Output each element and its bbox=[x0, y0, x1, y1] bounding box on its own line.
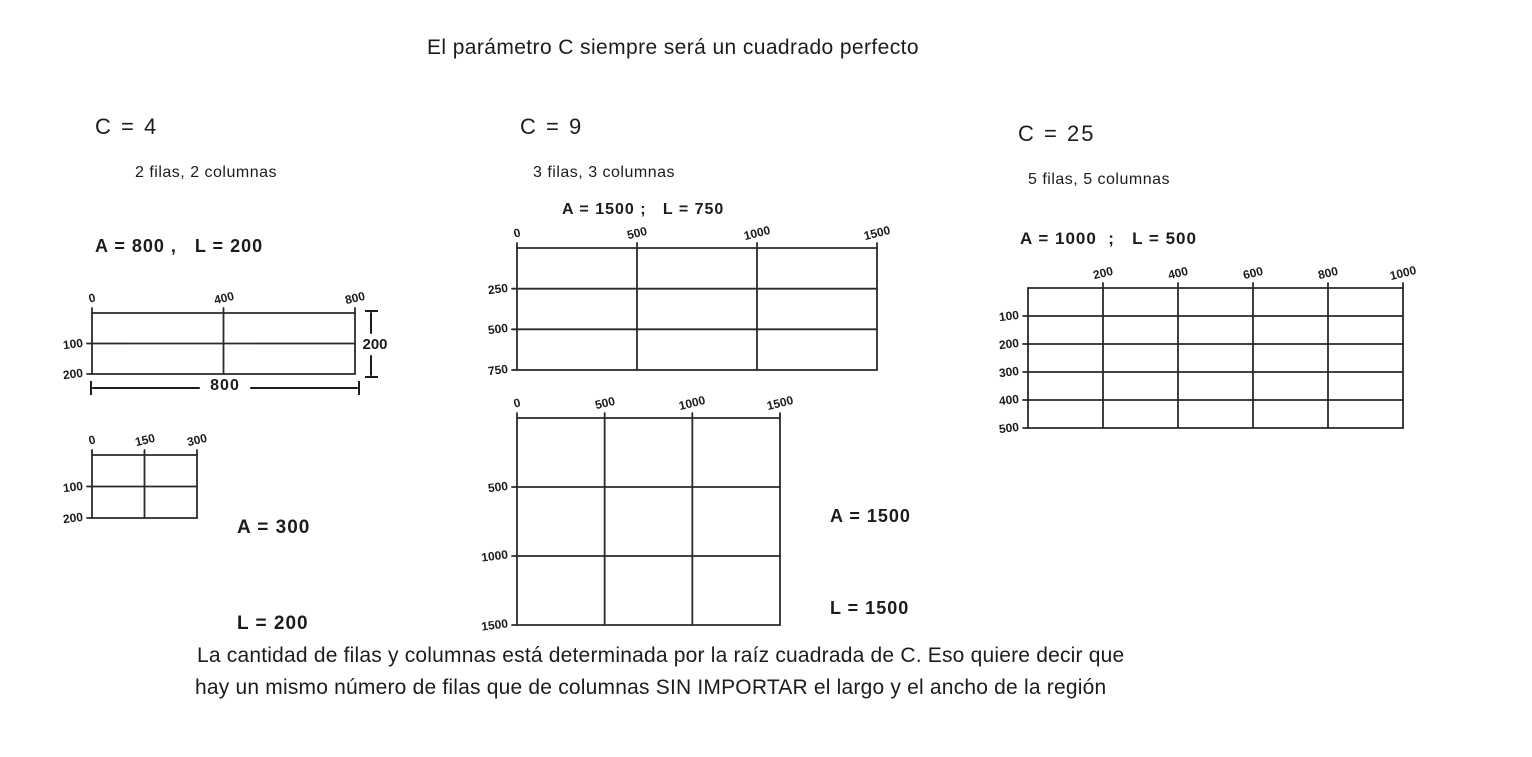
x-axis-label: 300 bbox=[185, 430, 209, 450]
section-c25-subheading: 5 filas, 5 columnas bbox=[1028, 171, 1171, 188]
section-c4-heading: C = 4 bbox=[95, 114, 159, 139]
y-axis-label: 100 bbox=[998, 307, 1020, 325]
y-axis-label: 200 bbox=[62, 365, 84, 383]
x-axis-label: 1500 bbox=[862, 222, 892, 244]
x-axis-label: 0 bbox=[87, 432, 97, 448]
x-axis-label: 1000 bbox=[1388, 262, 1418, 284]
y-axis-label: 1500 bbox=[480, 616, 509, 634]
grid-lines bbox=[509, 410, 788, 633]
x-axis-label: 1000 bbox=[677, 392, 707, 414]
y-axis-label: 400 bbox=[998, 391, 1020, 409]
x-axis-label: 0 bbox=[512, 395, 522, 411]
section-c9-subheading: 3 filas, 3 columnas bbox=[533, 164, 676, 181]
y-axis-label: 750 bbox=[487, 361, 509, 379]
grid-c9-square bbox=[480, 392, 795, 634]
width-dimension-c4 bbox=[90, 377, 360, 396]
grid-lines bbox=[84, 447, 205, 526]
grid-c4-main bbox=[62, 288, 367, 383]
x-axis-label: 200 bbox=[1091, 263, 1115, 283]
section-c4-subheading: 2 filas, 2 columnas bbox=[135, 164, 278, 181]
page-title: El parámetro C siempre será un cuadrado perfecto bbox=[427, 36, 919, 59]
dimension-line bbox=[370, 312, 372, 334]
x-axis-label: 400 bbox=[212, 288, 235, 308]
x-axis-label: 150 bbox=[133, 430, 156, 450]
y-axis-label: 300 bbox=[998, 363, 1020, 381]
section-c25-heading: C = 25 bbox=[1018, 121, 1096, 146]
grid-lines bbox=[84, 305, 363, 382]
footer-line-2: hay un mismo número de filas que de columnas SIN IMPORTAR el largo y el ancho de la región bbox=[195, 676, 1107, 699]
note-area-value: A = 300 bbox=[237, 516, 311, 538]
height-dimension-c4 bbox=[358, 310, 388, 378]
y-axis-label: 100 bbox=[62, 478, 84, 495]
dimension-line bbox=[250, 387, 358, 389]
y-axis-label: 100 bbox=[62, 335, 84, 352]
section-c9-heading: C = 9 bbox=[520, 114, 584, 139]
x-axis-label: 1500 bbox=[765, 392, 795, 414]
x-axis-label: 600 bbox=[1241, 263, 1265, 283]
y-axis-label: 250 bbox=[487, 280, 509, 297]
y-axis-label: 500 bbox=[487, 321, 509, 338]
note-length-value: L = 1500 bbox=[830, 597, 910, 618]
x-axis-label: 800 bbox=[343, 288, 367, 308]
x-axis-label: 1000 bbox=[742, 222, 772, 244]
y-axis-label: 200 bbox=[998, 335, 1020, 353]
grid-c4-small bbox=[62, 430, 209, 527]
dimension-line bbox=[92, 387, 200, 389]
x-axis-label: 0 bbox=[512, 225, 522, 241]
dimension-end-cap bbox=[358, 381, 360, 395]
footer-line-1: La cantidad de filas y columnas está determinada por la raíz cuadrada de C. Eso quiere decir que bbox=[197, 644, 1125, 667]
grid-c25-wide bbox=[998, 262, 1418, 437]
y-axis-label: 1000 bbox=[480, 547, 509, 565]
y-axis-label: 500 bbox=[998, 419, 1020, 437]
note-length-value: L = 200 bbox=[237, 613, 309, 635]
x-axis-label: 500 bbox=[625, 223, 649, 243]
grid-c4-small-note bbox=[237, 447, 310, 673]
grid-lines bbox=[509, 240, 885, 378]
note-area-value: A = 1500 bbox=[830, 506, 911, 527]
dimension-end-cap bbox=[365, 376, 378, 378]
height-dimension-label: 200 bbox=[362, 335, 388, 353]
grid-lines bbox=[1020, 280, 1411, 436]
section-c4-params: A = 800 , L = 200 bbox=[95, 236, 264, 256]
section-c9-params: A = 1500 ; L = 750 bbox=[562, 201, 725, 218]
x-axis-label: 0 bbox=[87, 290, 97, 306]
x-axis-label: 400 bbox=[1166, 263, 1190, 283]
width-dimension-label: 800 bbox=[210, 377, 240, 394]
section-c25-params: A = 1000 ; L = 500 bbox=[1020, 229, 1197, 248]
grid-c9-square-note bbox=[830, 440, 911, 654]
x-axis-label: 800 bbox=[1316, 263, 1340, 283]
y-axis-label: 500 bbox=[487, 478, 509, 496]
y-axis-label: 200 bbox=[62, 509, 84, 527]
x-axis-label: 500 bbox=[593, 393, 617, 413]
grid-c9-wide bbox=[487, 222, 892, 379]
dimension-line bbox=[370, 355, 372, 377]
